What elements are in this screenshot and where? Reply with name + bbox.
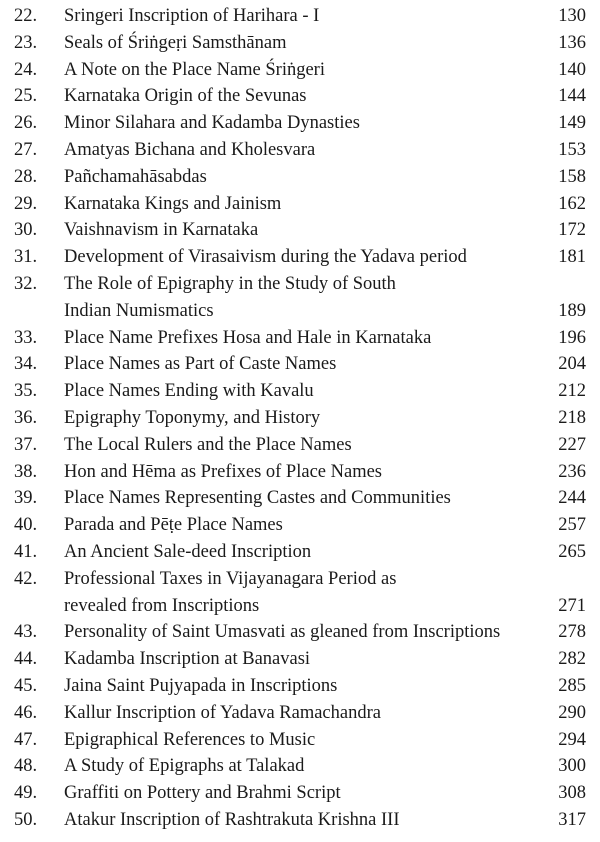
chapter-title: Epigraphy Toponymy, and History [64,408,321,428]
toc-entry[interactable] [0,485,600,512]
toc-entry[interactable] [0,566,600,620]
toc-entry[interactable] [0,512,600,539]
chapter-number: 32. [14,274,38,294]
chapter-title: The Local Rulers and the Place Names [64,434,352,455]
toc-entry[interactable] [0,110,600,137]
page-number: 172 [558,220,586,241]
chapter-number: 38. [14,461,38,482]
chapter-title: A Study of Epigraphs at Talakad [64,756,305,777]
toc-entry[interactable] [0,137,600,164]
chapter-title: A Note on the Place Name Śriṅgeri [64,59,325,80]
chapter-title: Kadamba Inscription at Banavasi [64,649,311,670]
chapter-title: revealed from Inscriptions [64,595,260,616]
chapter-title: The Role of Epigraphy in the Study of South [64,274,396,294]
chapter-number: 24. [14,59,38,80]
toc-entry[interactable] [0,619,600,646]
chapter-title: Development of Virasaivism during the Yadava period [64,247,467,268]
chapter-number: 31. [14,247,38,268]
chapter-title: Place Name Prefixes Hosa and Hale in Karnataka [64,327,432,348]
toc-entry[interactable] [0,325,600,352]
page-number: 308 [558,783,586,804]
chapter-title: Sringeri Inscription of Harihara - I [64,6,320,26]
chapter-number: 28. [14,166,38,187]
page-number: 300 [558,756,586,777]
toc-entry[interactable] [0,673,600,700]
chapter-number: 36. [14,408,38,428]
chapter-title: Professional Taxes in Vijayanagara Period as [64,568,397,589]
chapter-number: 43. [14,622,38,643]
toc-entry[interactable] [0,432,600,459]
page-number: 140 [558,59,586,80]
toc-entry[interactable] [0,700,600,727]
toc-entry[interactable] [0,727,600,754]
chapter-number: 45. [14,676,38,696]
chapter-number: 40. [14,515,38,536]
page-number: 271 [558,595,586,616]
toc-entry[interactable] [0,405,600,432]
chapter-number: 50. [14,810,38,830]
toc-entry[interactable] [0,191,600,218]
chapter-number: 27. [14,140,38,160]
chapter-number: 46. [14,702,38,723]
page-number: 278 [558,622,586,643]
page-number: 136 [558,32,586,53]
chapter-title: Personality of Saint Umasvati as gleaned from Inscriptions [64,622,501,643]
chapter-title: An Ancient Sale-deed Inscription [64,542,312,562]
chapter-number: 30. [14,220,38,241]
chapter-title: Jaina Saint Pujyapada in Inscriptions [64,676,338,696]
chapter-number: 37. [14,434,38,455]
chapter-number: 48. [14,756,38,777]
chapter-number: 33. [14,327,38,348]
chapter-title: Indian Numismatics [64,300,214,321]
toc-entry[interactable] [0,217,600,244]
chapter-number: 44. [14,649,38,670]
page-number: 196 [558,327,586,348]
chapter-title: Place Names Ending with Kavalu [64,381,314,402]
toc-entry[interactable] [0,539,600,566]
toc-entry[interactable] [0,780,600,807]
chapter-title: Hon and Hēma as Prefixes of Place Names [64,461,382,482]
page-number: 294 [558,729,586,750]
chapter-number: 29. [14,193,38,214]
chapter-number: 25. [14,86,38,107]
chapter-number: 47. [14,729,38,750]
toc-entry[interactable] [0,753,600,780]
chapter-title: Graffiti on Pottery and Brahmi Script [64,783,341,804]
chapter-number: 22. [14,6,38,26]
toc-entry[interactable] [0,83,600,110]
page-number: 282 [558,649,586,670]
chapter-title: Parada and Pēṭe Place Names [64,515,283,536]
chapter-title: Amatyas Bichana and Kholesvara [64,140,316,160]
page-number: 285 [558,676,586,696]
toc-entry[interactable] [0,646,600,673]
chapter-number: 42. [14,568,38,589]
page-number: 218 [558,408,586,428]
chapter-number: 49. [14,783,38,804]
chapter-title: Karnataka Kings and Jainism [64,193,282,214]
page-number: 204 [558,354,586,375]
page-number: 290 [558,702,586,723]
toc-entry[interactable] [0,807,600,834]
page-number: 149 [558,113,586,134]
chapter-number: 35. [14,381,38,402]
toc-entry[interactable] [0,244,600,271]
toc-entry[interactable] [0,378,600,405]
chapter-number: 41. [14,542,38,562]
toc-entry[interactable] [0,57,600,84]
page-number: 153 [558,140,586,160]
page-number: 130 [558,6,586,26]
toc-entry[interactable] [0,3,600,30]
toc-entry[interactable] [0,459,600,486]
chapter-title: Vaishnavism in Karnataka [64,220,259,241]
chapter-title: Pañchamahāsabdas [64,166,207,187]
page-number: 158 [558,166,586,187]
page-number: 212 [558,381,586,402]
page-number: 257 [558,515,586,536]
page-number: 265 [558,542,586,562]
page-number: 227 [558,434,586,455]
page-number: 244 [558,488,586,509]
chapter-title: Karnataka Origin of the Sevunas [64,86,307,107]
toc-entry[interactable] [0,351,600,378]
page-number: 162 [558,193,586,214]
chapter-number: 26. [14,113,38,134]
chapter-title: Atakur Inscription of Rashtrakuta Krishna III [64,810,400,830]
toc-entry[interactable] [0,164,600,191]
chapter-title: Place Names as Part of Caste Names [64,354,337,375]
page-number: 236 [558,461,586,482]
chapter-title: Kallur Inscription of Yadava Ramachandra [64,702,381,723]
chapter-title: Place Names Representing Castes and Communities [64,488,451,509]
toc-entry[interactable] [0,271,600,325]
chapter-title: Epigraphical References to Music [64,729,316,750]
page-number: 181 [558,247,586,268]
page-number: 144 [558,86,586,107]
chapter-number: 34. [14,354,38,375]
chapter-title: Minor Silahara and Kadamba Dynasties [64,113,360,134]
chapter-number: 39. [14,488,38,509]
chapter-number: 23. [14,32,38,53]
chapter-title: Seals of Śriṅgeṛi Samsthānam [64,32,287,53]
page-number: 189 [558,300,586,321]
toc-entry[interactable] [0,30,600,57]
page-number: 317 [558,810,586,830]
